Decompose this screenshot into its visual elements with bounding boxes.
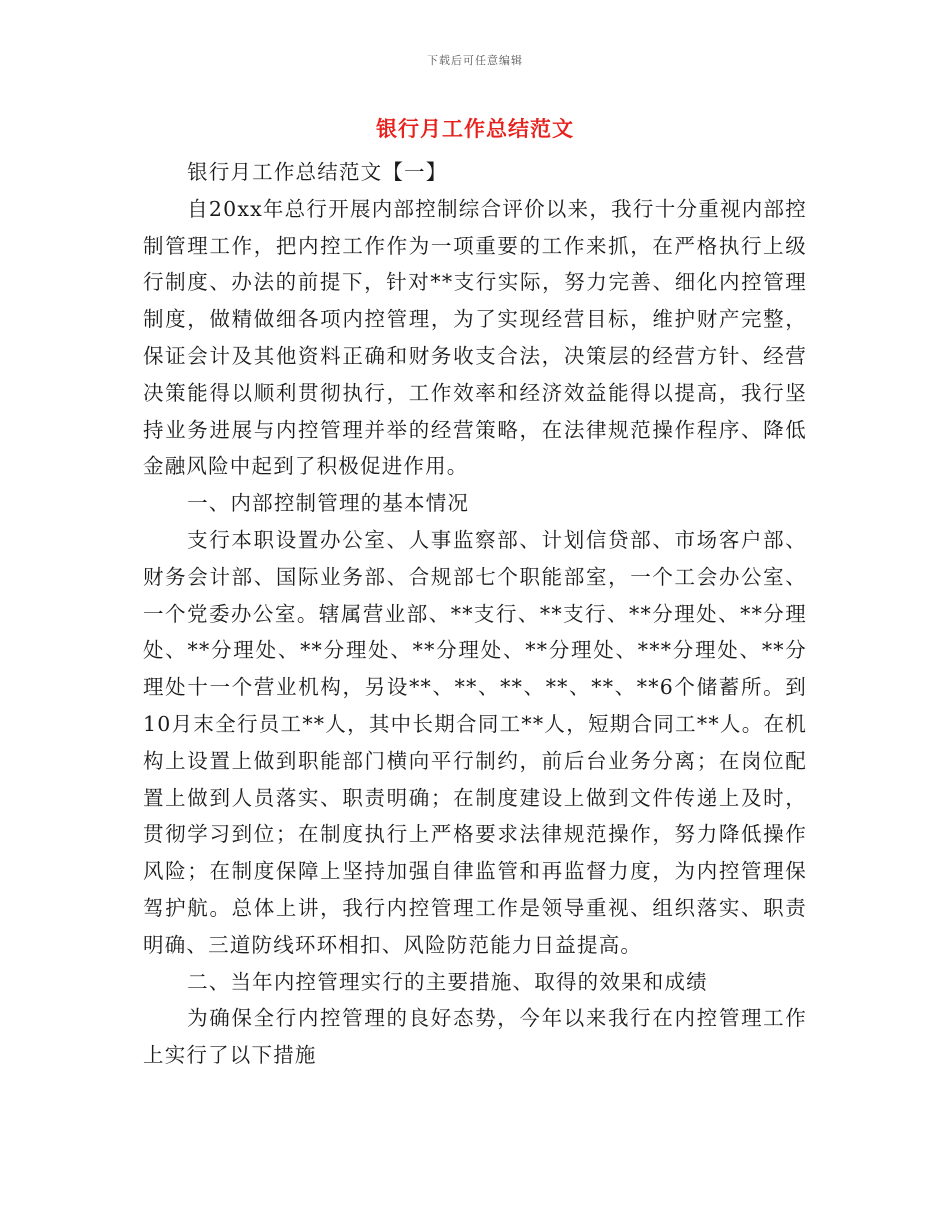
subheading-main-measures: 二、当年内控管理实行的主要措施、取得的效果和成绩 <box>187 969 708 994</box>
paragraph-organization: 支行本职设置办公室、人事监察部、计划信贷部、市场客户部、财务会计部、国际业务部、合规部七个职能部室，一个工会办公室、一个党委办公室。辖属营业部、**支行、**支行、**分理处、**分理处、**分理处、**分理处、**分理处、**分理处、***分理处、**分理处十一个营业机构，另设**、**、**、**、**、**6个储蓄所。到10月末全行员工**人，其中长期合同工**人，短期合同工**人。在机构上设置上做到职能部门横向平行制约，前后台业务分离；在岗位配置上做到人员落实、职责明确；在制度建设上做到文件传递上及时，贯彻学习到位；在制度执行上严格要求法律规范操作，努力降低操作风险；在制度保障上坚持加强自律监管和再监督力度，为内控管理保驾护航。总体上讲，我行内控管理工作是领导重视、组织落实、职责明确、三道防线环环相扣、风险防范能力日益提高。 <box>143 527 807 957</box>
subheading-basic-situation: 一、内部控制管理的基本情况 <box>187 491 470 516</box>
paragraph-intro: 自20xx年总行开展内部控制综合评价以来，我行十分重视内部控制管理工作，把内控工作作为一项重要的工作来抓，在严格执行上级行制度、办法的前提下，针对**支行实际，努力完善、细化内控管理制度，做精做细各项内控管理，为了实现经营目标，维护财产完整，保证会计及其他资料正确和财务收支合法，决策层的经营方针、经营决策能得以顺利贯彻执行，工作效率和经济效益能得以提高，我行坚持业务进展与内控管理并举的经营策略，在法律规范操作程序、降低金融风险中起到了积极促进作用。 <box>143 196 807 479</box>
paragraph-measures: 为确保全行内控管理的良好态势，今年以来我行在内控管理工作上实行了以下措施 <box>143 1006 807 1068</box>
document-body <box>143 154 807 1074</box>
header-note: 下载后可任意编辑 <box>427 54 523 67</box>
document-title: 银行月工作总结范文 <box>376 117 574 141</box>
section-heading-one: 银行月工作总结范文【一】 <box>187 160 448 184</box>
